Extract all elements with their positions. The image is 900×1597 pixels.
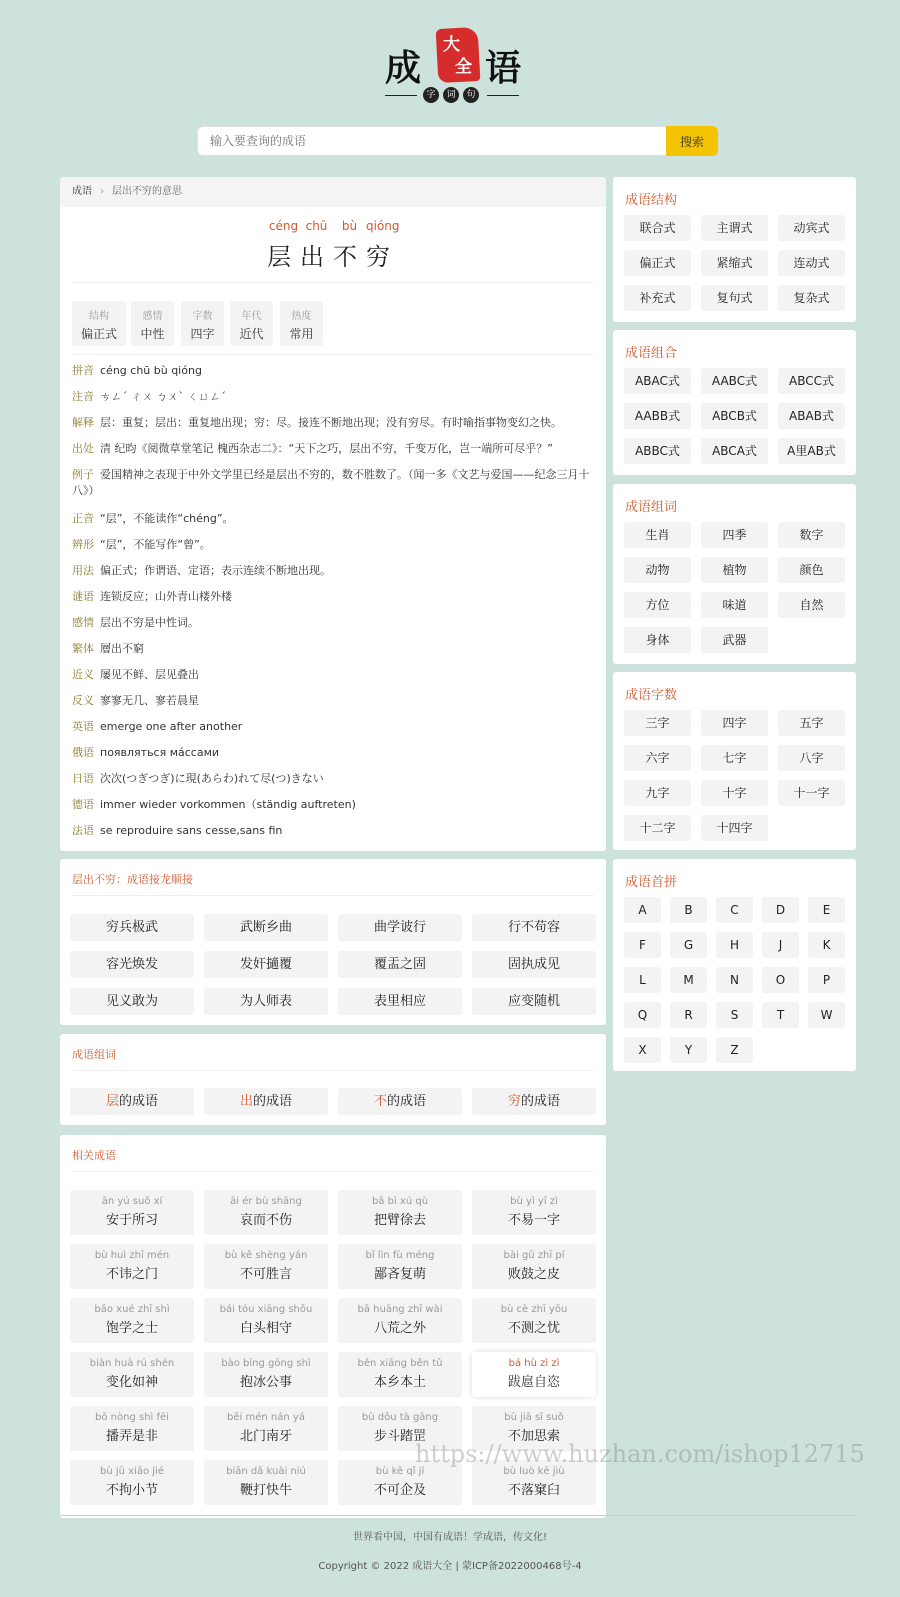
sidebar-initial-card — [613, 859, 856, 1071]
structure-item[interactable]: 紧缩式 — [701, 250, 768, 276]
group-item[interactable]: 植物 — [701, 557, 768, 583]
word-group-card — [60, 1034, 606, 1125]
count-item[interactable]: 四字 — [701, 710, 768, 736]
related-item[interactable]: ān yú suǒ xí 安于所习 — [70, 1190, 194, 1235]
chain-title: 层出不穷：成语接龙顺接 — [72, 873, 193, 886]
word-link-bu[interactable]: 不的成语 — [338, 1088, 462, 1115]
chain-item[interactable]: 表里相应 — [338, 988, 462, 1015]
detail-german: 德语 immer wieder vorkommen（ständig auftreten) — [72, 798, 356, 811]
chain-item[interactable]: 曲学诐行 — [338, 914, 462, 941]
logo-char-left: 成 — [385, 47, 422, 89]
chain-item[interactable]: 发奸擿覆 — [204, 951, 328, 978]
word-link-chu[interactable]: 出的成语 — [204, 1088, 328, 1115]
group-item[interactable]: 四季 — [701, 522, 768, 548]
group-item[interactable]: 数字 — [778, 522, 845, 548]
detail-antonym: 反义 寥寥无几、寥若晨星 — [72, 694, 199, 707]
logo-char-right: 语 — [485, 47, 522, 89]
related-item[interactable]: bài gǔ zhī pí 败鼓之皮 — [472, 1244, 596, 1289]
group-item[interactable]: 味道 — [701, 592, 768, 618]
footer-slogan: 世界看中国，中国有成语！学成语，传文化! — [352, 1532, 547, 1543]
detail-pinyin: 拼音 céng chū bù qióng — [72, 364, 202, 377]
count-item[interactable]: 七字 — [701, 745, 768, 771]
initial-item[interactable]: E — [808, 897, 845, 923]
initial-item[interactable]: O — [762, 967, 799, 993]
chain-item[interactable]: 穷兵极武 — [70, 914, 194, 941]
group-item[interactable]: 动物 — [624, 557, 691, 583]
structure-item[interactable]: 偏正式 — [624, 250, 691, 276]
related-item[interactable]: bái tóu xiāng shǒu 白头相守 — [204, 1298, 328, 1343]
tag-popularity: 热度 常用 — [280, 301, 323, 346]
chain-item[interactable]: 应变随机 — [472, 988, 596, 1015]
structure-item[interactable]: 连动式 — [778, 250, 845, 276]
idiom-title: 层出不穷 — [267, 243, 399, 271]
footer-copyright[interactable]: Copyright © 2022 成语大全 | 蒙ICP备2022000468号-4 — [318, 1561, 582, 1572]
detail-traditional: 繁体 層出不窮 — [72, 642, 144, 655]
initial-item[interactable]: C — [716, 897, 753, 923]
logo-dot-1: 字 — [423, 87, 439, 103]
combo-item[interactable]: ABBC式 — [624, 438, 691, 464]
logo-subline — [385, 86, 530, 104]
count-item[interactable]: 六字 — [624, 745, 691, 771]
chain-item[interactable]: 武断乡曲 — [204, 914, 328, 941]
structure-item[interactable]: 主谓式 — [701, 215, 768, 241]
initial-item[interactable]: Y — [670, 1037, 707, 1063]
combo-item[interactable]: ABAC式 — [624, 368, 691, 394]
detail-pronunciation: 正音 “层”，不能读作“chéng”。 — [72, 512, 234, 525]
initial-item[interactable]: B — [670, 897, 707, 923]
detail-english: 英语 emerge one after another — [72, 720, 243, 733]
breadcrumb-current: 层出不穷的意思 — [112, 186, 182, 197]
tag-emotion: 感情 中性 — [131, 301, 174, 346]
related-item[interactable]: bù jū xiǎo jié 不拘小节 — [70, 1460, 194, 1505]
count-item[interactable]: 十一字 — [778, 780, 845, 806]
group-item[interactable]: 武器 — [701, 627, 768, 653]
initial-item[interactable]: M — [670, 967, 707, 993]
structure-item[interactable]: 复句式 — [701, 285, 768, 311]
breadcrumb — [60, 177, 606, 207]
related-item[interactable]: bù cè zhī yōu 不测之忧 — [472, 1298, 596, 1343]
detail-example: 例子 爱国精神之表现于中外文学里已经是层出不穷的，数不胜数了。（闻一多《文艺与爱国——纪念三月十八》） — [72, 468, 590, 497]
count-title: 成语字数 — [625, 688, 678, 703]
sidebar-count-card — [613, 672, 856, 850]
search-button[interactable]: 搜索 — [666, 126, 718, 156]
related-item[interactable]: bǐ lìn fù méng 鄙吝复萌 — [338, 1244, 462, 1289]
related-item[interactable]: běn xiāng běn tǔ 本乡本土 — [338, 1352, 462, 1397]
related-item[interactable]: āi ér bù shāng 哀而不伤 — [204, 1190, 328, 1235]
word-link-qiong[interactable]: 穷的成语 — [472, 1088, 596, 1115]
structure-item[interactable]: 复杂式 — [778, 285, 845, 311]
divider — [72, 1070, 594, 1071]
combo-item[interactable]: AABB式 — [624, 403, 691, 429]
group-item[interactable]: 自然 — [778, 592, 845, 618]
word-link-ceng[interactable]: 层的成语 — [70, 1088, 194, 1115]
related-item[interactable]: bù jiā sī suǒ 不加思索 — [472, 1406, 596, 1451]
chain-item[interactable]: 为人师表 — [204, 988, 328, 1015]
related-item[interactable]: bù huì zhī mén 不讳之门 — [70, 1244, 194, 1289]
idiom-pinyin — [60, 219, 606, 233]
count-item[interactable]: 十四字 — [701, 815, 768, 841]
watermark: https://www.huzhan.com/ishop12715 — [415, 1440, 865, 1468]
related-item[interactable]: bù yì yī zì 不易一字 — [472, 1190, 596, 1235]
related-title: 相关成语 — [72, 1149, 116, 1162]
footer-divider — [60, 1515, 856, 1516]
group-item[interactable]: 生肖 — [624, 522, 691, 548]
combo-item[interactable]: ABCA式 — [701, 438, 768, 464]
group-item[interactable]: 方位 — [624, 592, 691, 618]
breadcrumb-separator-icon: › — [100, 186, 104, 197]
initial-title: 成语首拼 — [625, 875, 678, 890]
group-title: 成语组词 — [625, 500, 678, 515]
initial-item[interactable]: Z — [716, 1037, 753, 1063]
tag-charcount: 字数 四字 — [181, 301, 224, 346]
count-item[interactable]: 五字 — [778, 710, 845, 736]
initial-item[interactable]: W — [808, 1002, 845, 1028]
footer — [0, 1528, 900, 1572]
count-item[interactable]: 九字 — [624, 780, 691, 806]
initial-item[interactable]: K — [808, 932, 845, 958]
initial-item[interactable]: F — [624, 932, 661, 958]
sidebar-group-card — [613, 484, 856, 664]
combo-item[interactable]: ABCB式 — [701, 403, 768, 429]
related-item[interactable]: bō nòng shì fēi 播弄是非 — [70, 1406, 194, 1451]
related-item[interactable]: bào bīng gōng shì 抱冰公事 — [204, 1352, 328, 1397]
words-title: 成语组词 — [72, 1048, 116, 1061]
detail-riddle: 谜语 连锁反应；山外青山楼外楼 — [72, 590, 232, 603]
logo-red-bottom: 全 — [455, 57, 472, 77]
detail-usage: 用法 偏正式；作谓语、定语；表示连续不断地出现。 — [72, 564, 331, 577]
divider — [72, 895, 594, 896]
related-item[interactable]: biàn huà rú shén 变化如神 — [70, 1352, 194, 1397]
pinyin-1: céng — [268, 219, 299, 233]
related-item[interactable]: bǎo xué zhī shì 饱学之士 — [70, 1298, 194, 1343]
related-item[interactable]: bù kě qǐ jí 不可企及 — [338, 1460, 462, 1505]
combo-item[interactable]: ABCC式 — [778, 368, 845, 394]
initial-item[interactable]: A — [624, 897, 661, 923]
structure-item[interactable]: 联合式 — [624, 215, 691, 241]
structure-item[interactable]: 动宾式 — [778, 215, 845, 241]
chain-item[interactable]: 见义敢为 — [70, 988, 194, 1015]
initial-item[interactable]: T — [762, 1002, 799, 1028]
detail-russian: 俄语 появляться мáссами — [72, 746, 220, 759]
chain-item[interactable]: 覆盂之固 — [338, 951, 462, 978]
detail-form: 辨形 “层”，不能写作“曾”。 — [72, 538, 211, 551]
initial-item[interactable]: R — [670, 1002, 707, 1028]
initial-item[interactable]: S — [716, 1002, 753, 1028]
initial-item[interactable]: Q — [624, 1002, 661, 1028]
related-item[interactable]: bā huāng zhī wài 八荒之外 — [338, 1298, 462, 1343]
count-item[interactable]: 八字 — [778, 745, 845, 771]
initial-item[interactable]: L — [624, 967, 661, 993]
count-item[interactable]: 十字 — [701, 780, 768, 806]
structure-item[interactable]: 补充式 — [624, 285, 691, 311]
divider — [72, 282, 594, 283]
initial-item[interactable]: H — [716, 932, 753, 958]
detail-french: 法语 se reproduire sans cesse,sans fin — [72, 824, 283, 837]
idiom-chain-card — [60, 859, 606, 1025]
tag-structure: 结构 偏正式 — [72, 301, 126, 346]
chain-item[interactable]: 容光焕发 — [70, 951, 194, 978]
combo-title: 成语组合 — [625, 346, 678, 361]
initial-item[interactable]: D — [762, 897, 799, 923]
breadcrumb-root[interactable]: 成语 — [72, 186, 92, 197]
detail-explanation: 解释 层：重复；层出：重复地出现；穷：尽。接连不断地出现；没有穷尽。有时喻指事物变幻之快。 — [72, 416, 562, 429]
combo-item[interactable]: A里AB式 — [778, 438, 845, 464]
initial-item[interactable]: J — [762, 932, 799, 958]
related-item[interactable]: bù dǒu tà gāng 步斗踏罡 — [338, 1406, 462, 1451]
group-item[interactable]: 身体 — [624, 627, 691, 653]
related-item[interactable]: bǎ bì xú qù 把臂徐去 — [338, 1190, 462, 1235]
related-item[interactable]: běi mén nán yá 北门南牙 — [204, 1406, 328, 1451]
logo-red-top: 大 — [443, 35, 460, 55]
chain-item[interactable]: 固执成见 — [472, 951, 596, 978]
initial-item[interactable]: P — [808, 967, 845, 993]
detail-japanese: 日语 次次(つぎつぎ)に現(あらわ)れて尽(つ)きない — [72, 772, 324, 785]
pinyin-4: qióng — [366, 219, 400, 233]
initial-item[interactable]: G — [670, 932, 707, 958]
divider — [72, 1171, 594, 1172]
chain-item[interactable]: 行不苟容 — [472, 914, 596, 941]
site-logo[interactable] — [385, 22, 530, 104]
related-item-hovered[interactable]: bá hù zì zì 跋扈自恣 — [472, 1352, 596, 1397]
pinyin-2: chū — [305, 219, 328, 233]
logo-dot-2: 词 — [443, 87, 459, 103]
search-input[interactable] — [197, 126, 666, 156]
count-item[interactable]: 三字 — [624, 710, 691, 736]
initial-item[interactable]: N — [716, 967, 753, 993]
combo-item[interactable]: AABC式 — [701, 368, 768, 394]
initial-item[interactable]: X — [624, 1037, 661, 1063]
pinyin-3: bù — [341, 219, 358, 233]
related-item[interactable]: bù luò kē jiù 不落窠臼 — [472, 1460, 596, 1505]
search-bar — [197, 126, 718, 156]
detail-source: 出处 清 纪昀《阅微草堂笔记 槐西杂志二》：“天下之巧，层出不穷，千变万化，岂一端所可尽乎？” — [72, 442, 553, 455]
detail-zhuyin: 注音 ㄘㄥˊ ㄔㄨ ㄅㄨˋ ㄑㄩㄥˊ — [72, 390, 226, 403]
combo-item[interactable]: ABAB式 — [778, 403, 845, 429]
detail-sentiment: 感情 层出不穷是中性词。 — [72, 616, 199, 629]
related-item[interactable]: bù kě shèng yán 不可胜言 — [204, 1244, 328, 1289]
sidebar-combo-card — [613, 330, 856, 475]
count-item[interactable]: 十二字 — [624, 815, 691, 841]
tag-era: 年代 近代 — [230, 301, 273, 346]
idiom-detail-card — [60, 177, 606, 851]
sidebar-structure-card — [613, 177, 856, 322]
related-item[interactable]: biān dǎ kuài niú 鞭打快牛 — [204, 1460, 328, 1505]
detail-synonym: 近义 屡见不鲜、层见叠出 — [72, 668, 199, 681]
group-item[interactable]: 颜色 — [778, 557, 845, 583]
structure-title: 成语结构 — [625, 193, 678, 208]
logo-dot-3: 句 — [463, 87, 479, 103]
divider — [72, 354, 594, 355]
